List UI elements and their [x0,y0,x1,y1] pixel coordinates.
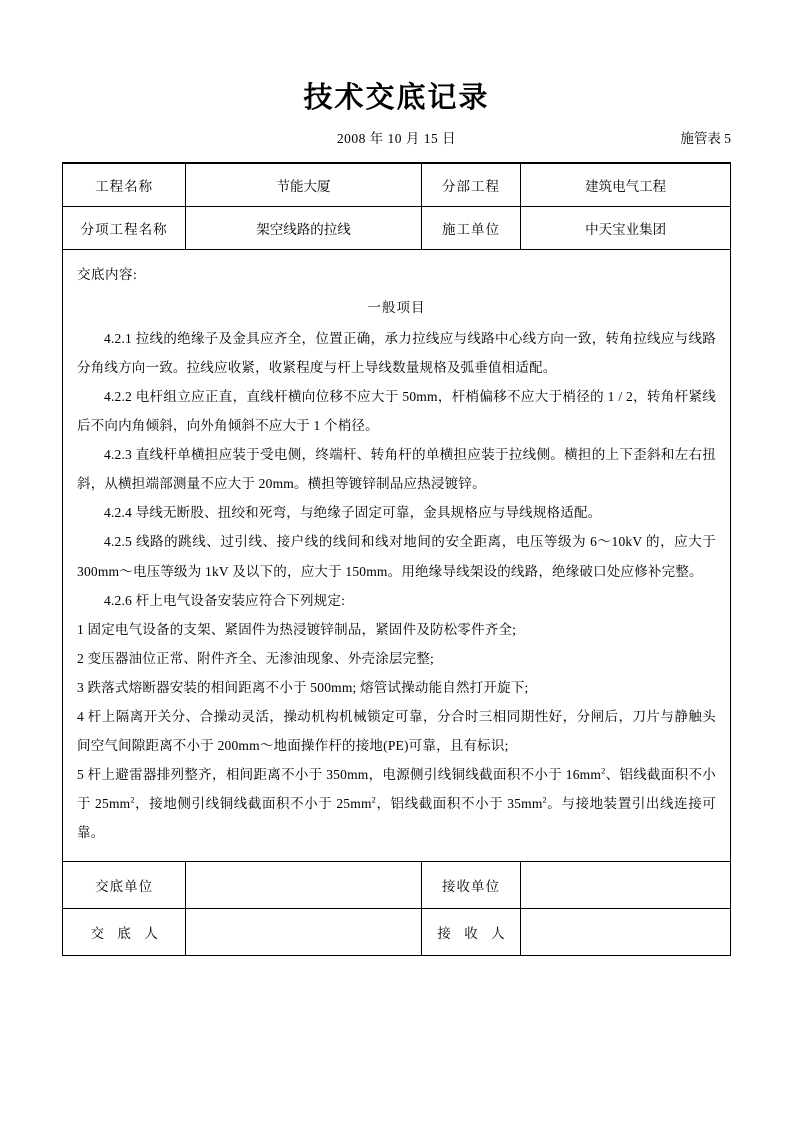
form-number: 施管表 5 [680,131,731,147]
superscript-square: 2 [601,766,606,776]
value-division-works: 建筑电气工程 [521,163,731,207]
content-paragraph: 1 固定电气设备的支架、紧固件为热浸镀锌制品，紧固件及防松零件齐全; [77,621,517,637]
label-construction-unit: 施工单位 [421,207,521,250]
document-date: 2008 年 10 月 15 日 [336,131,457,147]
content-paragraph: 4 杆上隔离开关分、合操动灵活，操动机构机械锁定可靠，分合时三相同期性好，分闸后，刀片与静触头间空气间隙距离不小于 200mm～地面操作杆的接地(PE)可靠，且有标识; [77,708,716,753]
content-paragraph: 4.2.6 杆上电气设备安装应符合下列规定: [104,592,346,608]
content-body [63,250,731,861]
last-para-part-5: 。与接地装置引出线连接可靠。 [77,795,716,840]
value-receiving-unit[interactable] [521,861,731,908]
value-issuing-person[interactable] [186,908,421,955]
value-subproject-name: 架空线路的拉线 [186,207,421,250]
record-table [62,162,731,955]
label-receiving-unit: 接收单位 [421,861,521,908]
label-issuing-unit: 交底单位 [63,861,186,908]
content-paragraph: 4.2.1 拉线的绝缘子及金具应齐全，位置正确，承力拉线应与线路中心线方向一致，转角拉线应与线路分角线方向一致。拉线应收紧，收紧程度与杆上导线数量规格及弧垂值相适配。 [77,331,716,376]
content-paragraph: 3 跌落式熔断器安装的相间距离不小于 500mm; 熔管试操动能自然打开旋下; [77,679,529,695]
label-receiving-person: 接 收 人 [421,908,521,955]
last-para-part-2: 、铝线截面积不小于 25mm [77,766,716,811]
content-intro-label: 交底内容: [77,267,138,283]
content-paragraph: 4.2.2 电杆组立应正直，直线杆横向位移不应大于 50mm，杆梢偏移不应大于梢径的 1 / 2，转角杆紧线后不向内角倾斜，向外角倾斜不应大于 1 个梢径。 [77,389,716,434]
table-row-subproject [63,207,731,250]
table-row-content [63,250,731,861]
value-construction-unit: 中天宝业集团 [521,207,731,250]
value-project-name: 节能大厦 [186,163,421,207]
superscript-square: 2 [371,795,377,805]
table-row-project [63,163,731,207]
superscript-square: 2 [542,795,547,805]
content-paragraph: 2 变压器油位正常、附件齐全、无渗油现象、外壳涂层完整; [77,650,434,666]
superscript-square: 2 [130,795,135,805]
content-paragraph: 4.2.4 导线无断股、扭绞和死弯，与绝缘子固定可靠，金具规格应与导线规格适配。 [104,505,602,521]
content-section-heading: 一般项目 [367,300,426,316]
content-paragraph: 4.2.3 直线杆单横担应装于受电侧，终端杆、转角杆的单横担应装于拉线侧。横担的上下歪斜和左右扭斜，从横担端部测量不应大于 20mm。横担等镀锌制品应热浸镀锌。 [77,447,716,492]
page-title: 技术交底记录 [303,82,490,114]
last-para-part-4: ，铝线截面积不小于 35mm [376,795,543,811]
content-paragraph: 4.2.5 线路的跳线、过引线、接户线的线间和线对地间的安全距离，电压等级为 6～10kV 的，应大于 300mm～电压等级为 1kV 及以下的，应大于 150mm。用绝缘导线架设的线路，绝缘破口处应修补完整。 [77,534,716,579]
value-issuing-unit[interactable] [186,861,421,908]
table-row-persons [63,908,731,955]
label-subproject-name: 分项工程名称 [63,207,186,250]
label-division-works: 分部工程 [421,163,521,207]
last-para-part-1: 5 杆上避雷器排列整齐，相间距离不小于 350mm，电源侧引线铜线截面积不小于 16mm [77,766,602,782]
value-receiving-person[interactable] [521,908,731,955]
label-project-name: 工程名称 [63,163,186,207]
table-row-units [63,861,731,908]
content-paragraph-last [77,760,716,847]
label-issuing-person: 交 底 人 [63,908,186,955]
last-para-part-3: ，接地侧引线铜线截面积不小于 25mm [134,795,372,811]
title-subline [62,127,731,153]
